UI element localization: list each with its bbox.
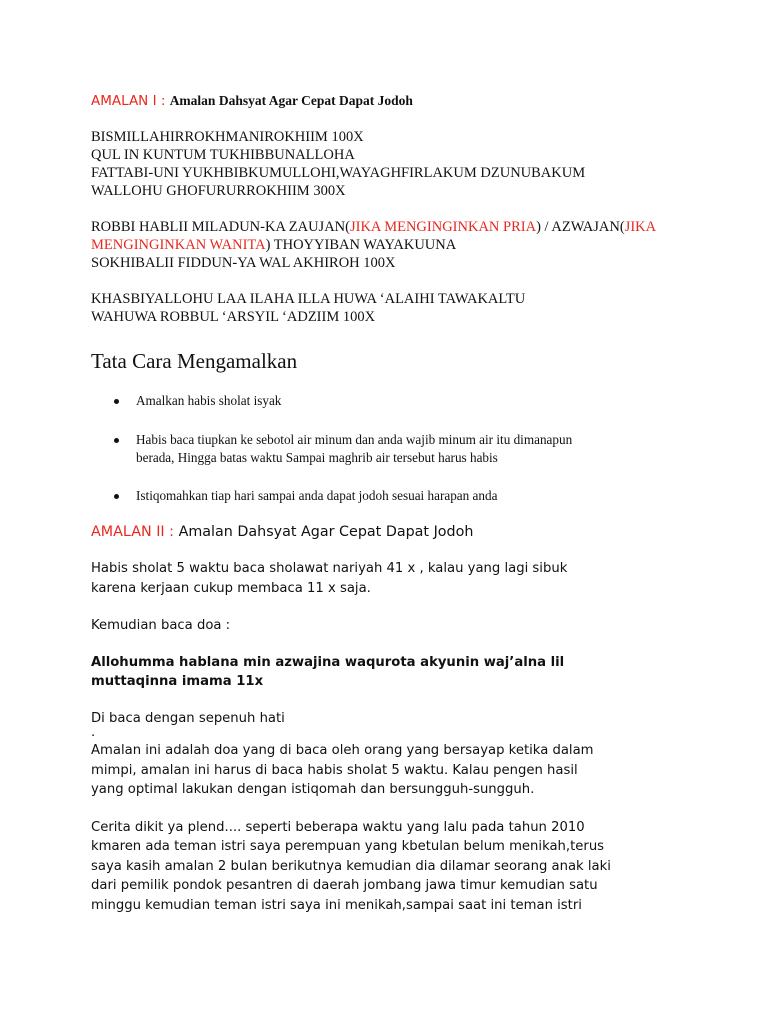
paragraph-line: Amalan ini adalah doa yang di baca oleh orang yang bersayap ketika dalam bbox=[91, 743, 594, 758]
robbi-red-pria: JIKA MENGINGINKAN PRIA bbox=[349, 219, 537, 235]
amalan-1-robbi bbox=[91, 218, 711, 272]
amalan-2-doa bbox=[91, 653, 711, 692]
doa-line: FATTABI-UNI YUKHBIBKUMULLOHI,WAYAGHFIRLAKUM DZUNUBAKUM bbox=[91, 165, 586, 181]
amalan-2-para-4 bbox=[91, 741, 711, 800]
robbi-line-2 bbox=[91, 236, 711, 254]
paragraph-line: Cerita dikit ya plend.... seperti beberapa waktu yang lalu pada tahun 2010 bbox=[91, 819, 585, 835]
robbi-red-wanita: MENGINGINKAN WANITA bbox=[91, 237, 266, 253]
amalan-2-label: AMALAN II : bbox=[91, 524, 179, 540]
tata-cara-list bbox=[91, 392, 711, 505]
amalan-2-title: Amalan Dahsyat Agar Cepat Dapat Jodoh bbox=[178, 524, 474, 540]
doa-line: WAHUWA ROBBUL ‘ARSYIL ‘ADZIIM 100X bbox=[91, 309, 376, 325]
amalan-1-label: AMALAN I : bbox=[91, 93, 170, 109]
doa-line: Allohumma hablana min azwajina waqurota akyunin waj’alna lil bbox=[91, 654, 565, 670]
amalan-1-lines-c bbox=[91, 290, 711, 326]
amalan-2-para-3 bbox=[91, 709, 711, 738]
paragraph-line: dari pemilik pondok pesantren di daerah jombang jawa timur kemudian satu bbox=[91, 878, 598, 893]
document-page bbox=[91, 92, 711, 915]
robbi-line-3: SOKHIBALII FIDDUN-YA WAL AKHIROH 100X bbox=[91, 255, 396, 271]
list-item bbox=[91, 487, 711, 505]
paragraph-line: saya kasih amalan 2 bulan berikutnya kemudian dia dilamar seorang anak laki bbox=[91, 858, 611, 874]
doa-line: BISMILLAHIRROKHMANIROKHIIM 100X bbox=[91, 129, 364, 145]
paragraph-line: Habis sholat 5 waktu baca sholawat nariyah 41 x , kalau yang lagi sibuk bbox=[91, 561, 568, 576]
paragraph-line: mimpi, amalan ini harus di baca habis sholat 5 waktu. Kalau pengen hasil bbox=[91, 762, 578, 778]
robbi-line-1 bbox=[91, 218, 711, 236]
robbi-text: ) / AZWAJAN( bbox=[536, 219, 625, 235]
robbi-red-jika: JIKA bbox=[624, 219, 657, 235]
doa-line: QUL IN KUNTUM TUKHIBBUNALLOHA bbox=[91, 147, 355, 163]
list-item-text: berada, Hingga batas waktu Sampai maghrib air tersebut harus habis bbox=[136, 450, 498, 465]
paragraph-line: minggu kemudian teman istri saya ini menikah,sampai saat ini teman istri bbox=[91, 897, 582, 913]
amalan-2-para-2 bbox=[91, 616, 711, 636]
list-item-text: Amalkan habis sholat isyak bbox=[136, 393, 282, 408]
list-item-text: Habis baca tiupkan ke sebotol air minum dan anda wajib minum air itu dimanapun bbox=[136, 432, 573, 447]
paragraph-line: yang optimal lakukan dengan istiqomah dan bersungguh-sungguh. bbox=[91, 782, 535, 797]
amalan-2-para-5 bbox=[91, 818, 711, 916]
doa-line: muttaqinna imama 11x bbox=[91, 674, 264, 689]
list-item-text: Istiqomahkan tiap hari sampai anda dapat jodoh sesuai harapan anda bbox=[136, 488, 498, 503]
amalan-1-heading bbox=[91, 92, 711, 110]
bullet-icon bbox=[114, 399, 119, 404]
paragraph-line: kmaren ada teman istri saya perempuan yang kbetulan belum menikah,terus bbox=[91, 839, 605, 854]
amalan-2-heading bbox=[91, 522, 711, 542]
doa-line: KHASBIYALLOHU LAA ILAHA ILLA HUWA ‘ALAIHI TAWAKALTU bbox=[91, 291, 526, 307]
list-item bbox=[91, 392, 711, 410]
robbi-text: ROBBI HABLII MILADUN-KA ZAUJAN( bbox=[91, 219, 350, 235]
paragraph-line: . bbox=[91, 725, 96, 740]
amalan-1-lines-a bbox=[91, 128, 711, 200]
paragraph-line: Di baca dengan sepenuh hati bbox=[91, 710, 285, 726]
robbi-text: ) THOYYIBAN WAYAKUUNA bbox=[265, 237, 457, 253]
bullet-icon bbox=[114, 438, 119, 443]
amalan-2-para-1 bbox=[91, 559, 711, 598]
doa-line: WALLOHU GHOFURURROKHIIM 300X bbox=[91, 183, 346, 199]
amalan-1-title: Amalan Dahsyat Agar Cepat Dapat Jodoh bbox=[169, 93, 413, 108]
bullet-icon bbox=[114, 494, 119, 499]
list-item bbox=[91, 431, 711, 467]
paragraph-line: karena kerjaan cukup membaca 11 x saja. bbox=[91, 580, 371, 596]
tata-cara-title: Tata Cara Mengamalkan bbox=[91, 349, 298, 373]
paragraph-line: Kemudian baca doa : bbox=[91, 618, 231, 633]
